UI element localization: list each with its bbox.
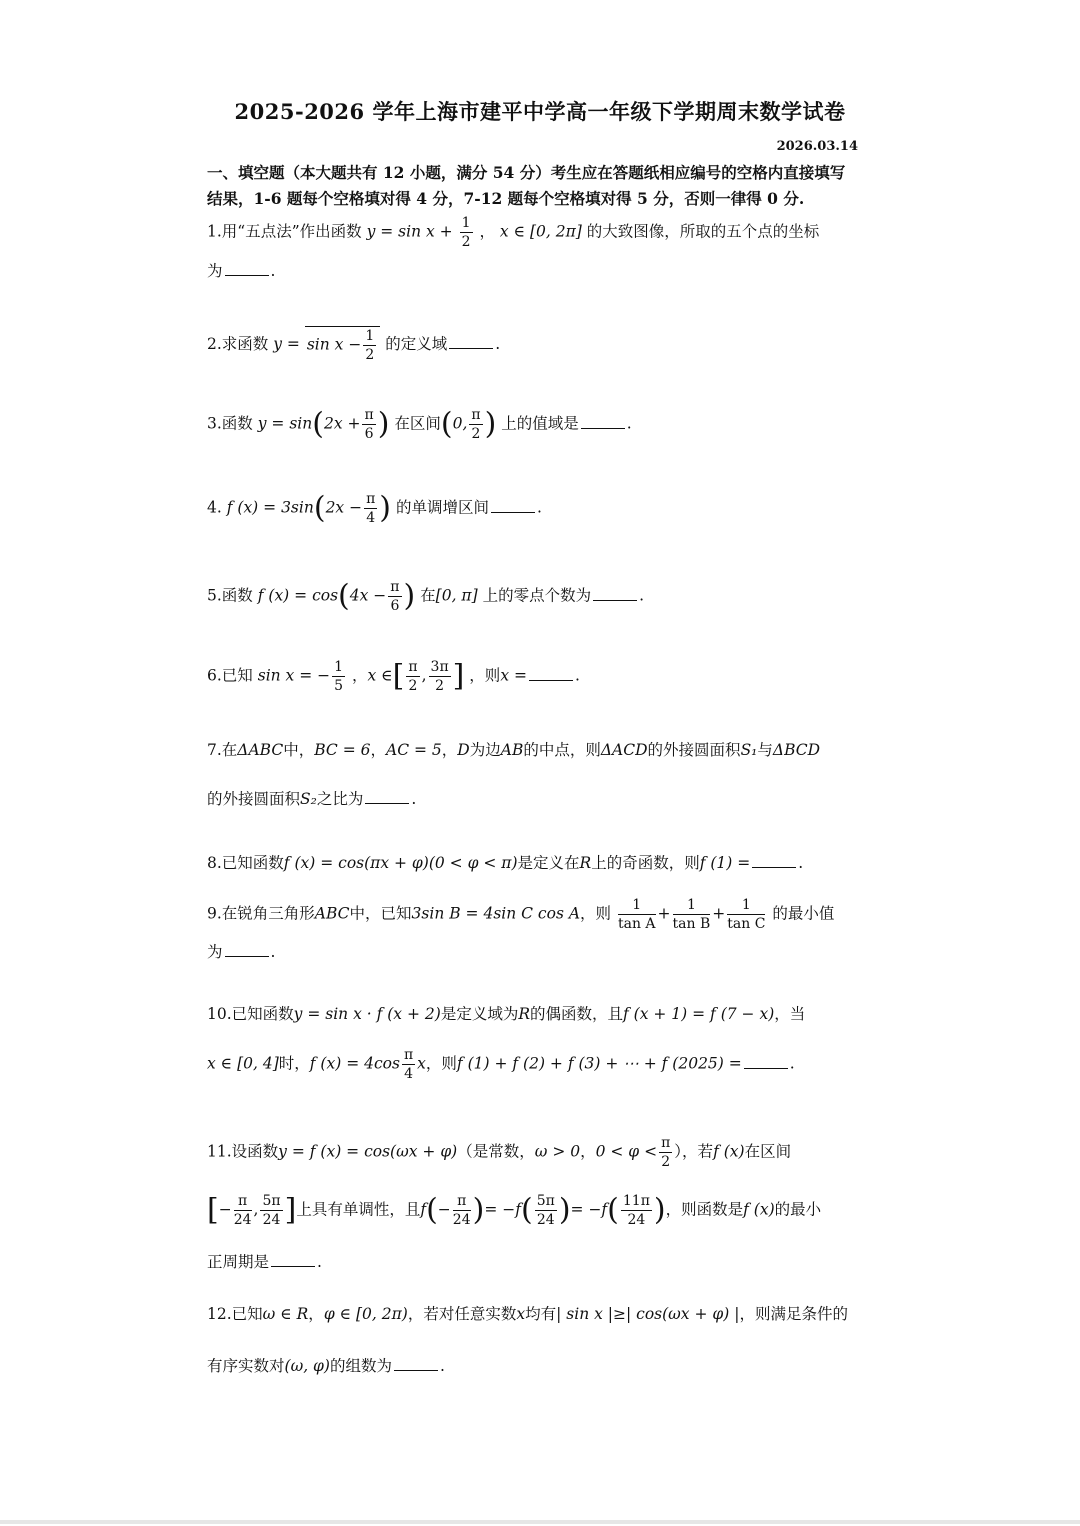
question-1-cont: 为 . (207, 262, 276, 280)
answer-blank-6[interactable] (529, 666, 573, 681)
question-9-cont: 为 . (207, 943, 276, 961)
answer-blank-11[interactable] (271, 1252, 315, 1267)
section-header: 一、填空题（本大题共有 12 小题，满分 54 分）考生应在答题纸相应编号的空格内直接填写结果，1-6 题每个空格填对得 4 分，7-12 题每个空格填对得 5 分，否则一律得 0 分. (207, 163, 846, 208)
question-4: 4. f (x) = 3sin(2x − $\frac{\pi}{4}$ ) 的单调增区间 . (207, 490, 542, 526)
question-2: 2.求函数 y = sin x − $\frac{1}{2}$ 的定义域 . (207, 328, 501, 363)
answer-blank-4[interactable] (491, 498, 535, 513)
q1-fraction: $\frac{1}{2}$ (461, 215, 471, 250)
exam-title: 2025-2026 学年上海市建平中学高一年级下学期周末数学试卷 (234, 99, 846, 124)
answer-blank-5[interactable] (593, 586, 637, 601)
question-11-cont: [− $\frac{\pi}{24}$ , $\frac{5\pi}{24}$ ]上具有单调性，且f(− $\frac{\pi}{24}$ )= −f( $\frac{5\pi}{24}$ )= −f( $\frac{11\pi}{24}$ )，则函数是f (x)的最小 (207, 1192, 822, 1228)
q1-domain: x ∈ [0, 2π] (499, 222, 582, 241)
question-8: 8.已知函数f (x) = cos(πx + φ)(0 < φ < π)是定义在R上的奇函数，则f (1) = . (207, 854, 804, 872)
question-10: 10.已知函数y = sin x · f (x + 2)是定义域为R的偶函数，且f (x + 1) = f (7 − x)，当 (207, 1005, 806, 1023)
question-1: 1.用“五点法”作出函数 y = sin x + $\frac{1}{2}$ ， x ∈ [0, 2π] 的大致图像，所取的五个点的坐标 (207, 215, 820, 250)
question-11: 11.设函数y = f (x) = cos(ωx + φ)（是常数，ω > 0，0 < φ < $\frac{\pi}{2}$ ），若f (x)在区间 (207, 1135, 792, 1170)
q1-math: y = sin x + (366, 222, 453, 241)
answer-blank-12[interactable] (394, 1356, 438, 1371)
sqrt-expression: sin x − $\frac{1}{2}$ (305, 326, 380, 364)
question-6: 6.已知 sin x = − $\frac{1}{5}$ ，x ∈[ $\frac{\pi}{2}$ , $\frac{3\pi}{2}$ ] ，则x = . (207, 658, 580, 694)
answer-blank-7[interactable] (365, 789, 409, 804)
answer-blank-3[interactable] (581, 414, 625, 429)
answer-blank-1[interactable] (225, 261, 269, 276)
page-bottom-edge (0, 1520, 1080, 1524)
answer-blank-10[interactable] (744, 1054, 788, 1069)
question-3: 3.函数 y = sin(2x + $\frac{\pi}{6}$ ) 在区间(0, $\frac{\pi}{2}$ ) 上的值域是 . (207, 406, 632, 442)
answer-blank-2[interactable] (449, 334, 493, 349)
question-11-cont2: 正周期是 . (207, 1253, 322, 1271)
answer-blank-9[interactable] (225, 942, 269, 957)
question-7: 7.在ΔABC中，BC = 6，AC = 5，D为边AB的中点，则ΔACD的外接圆面积S₁与ΔBCD (207, 741, 821, 759)
exam-date: 2026.03.14 (776, 139, 858, 154)
question-12: 12.已知ω ∈ R，φ ∈ [0, 2π)，若对任意实数x均有| sin x |≥| cos(ωx + φ) |，则满足条件的 (207, 1305, 848, 1323)
question-5: 5.函数 f (x) = cos(4x − $\frac{\pi}{6}$ ) 在[0, π] 上的零点个数为 . (207, 578, 645, 614)
answer-blank-8[interactable] (752, 853, 796, 868)
question-12-cont: 有序实数对(ω, φ)的组数为 . (207, 1357, 445, 1375)
question-9: 9.在锐角三角形ABC中，已知3sin B = 4sin C cos A，则 $\frac{1}{\text{tan A}}$ + $\frac{1}{\text{tan B}}$ + $\frac{1}{\text{tan C}}$ 的最小值 (207, 897, 835, 932)
question-7-cont: 的外接圆面积S₂之比为 . (207, 790, 417, 808)
q1-text: 1.用“五点法”作出函数 (207, 222, 362, 241)
question-10-cont: x ∈ [0, 4]时，f (x) = 4cos $\frac{\pi}{4}$ x，则f (1) + f (2) + f (3) + ⋯ + f (2025) = . (207, 1047, 795, 1082)
